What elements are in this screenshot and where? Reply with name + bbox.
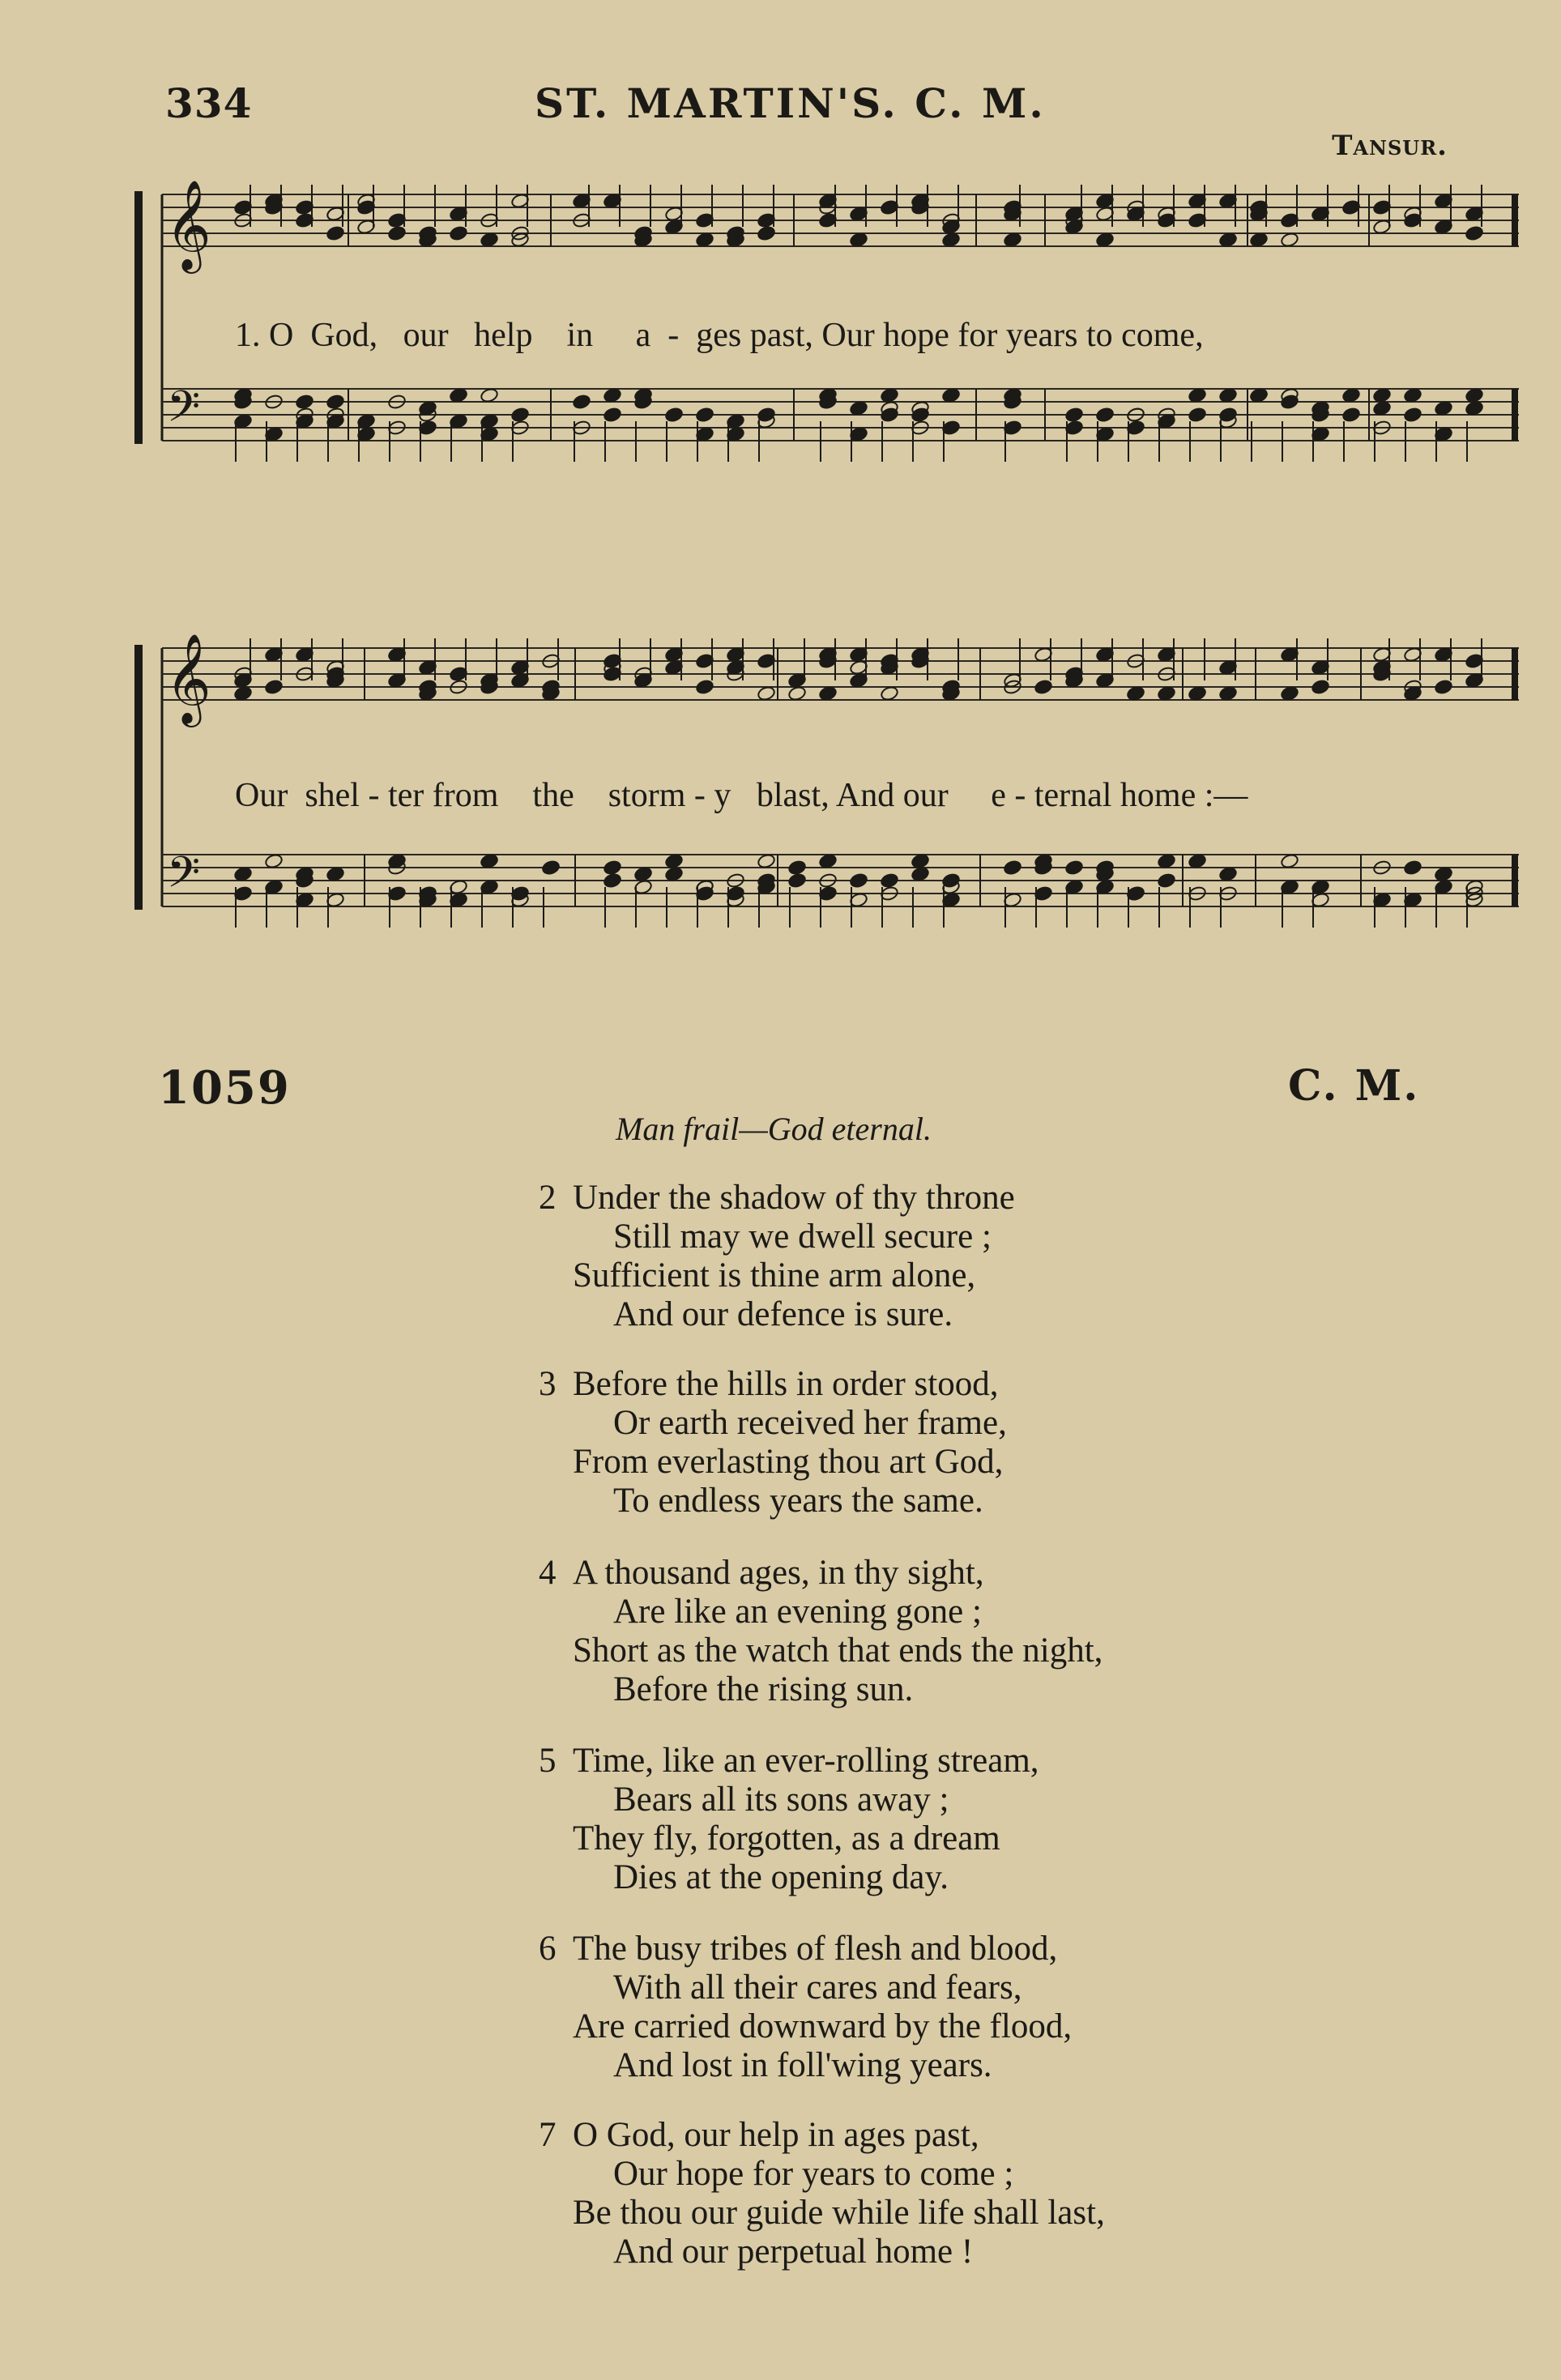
lyrics-line-1: 1. O God, our help in a - ges past, Our hope for years to come,: [235, 317, 1204, 354]
note-head: [264, 853, 284, 869]
system-brace: [134, 645, 143, 910]
end-bar: [1512, 855, 1518, 906]
note-head: [1249, 232, 1269, 248]
note-head: [1434, 866, 1453, 882]
note-head: [1095, 232, 1115, 248]
hymn-number: 1059: [158, 1061, 291, 1115]
note-head: [787, 859, 807, 876]
note-head: [818, 853, 838, 869]
note-head: [1403, 859, 1422, 876]
note-head: [264, 679, 284, 695]
note-head: [880, 685, 899, 702]
stanza-line: [539, 1968, 1072, 2007]
stanza-number: 7: [539, 2116, 557, 2154]
lyrics-line-2: Our shel - ter from the storm - y blast, And our e - ternal home :—: [235, 777, 1248, 814]
note-head: [233, 685, 253, 702]
stanza-line: [539, 1443, 1007, 1482]
stanza-line: [539, 1858, 1039, 1897]
hymn-subtitle: Man frail—God eternal.: [616, 1111, 932, 1147]
stanza-line-text: O God, our help in ages past,: [573, 2116, 979, 2154]
note-head: [603, 387, 622, 403]
note-head: [1003, 232, 1022, 248]
note-head: [326, 225, 345, 241]
stanza-number: 6: [539, 1930, 557, 1968]
stanza-3: [539, 1365, 1007, 1521]
stanza-line: [539, 1819, 1039, 1858]
treble-clef-icon: 𝄞: [165, 633, 211, 723]
note-head: [787, 685, 807, 702]
note-head: [664, 853, 684, 869]
note-head: [849, 400, 868, 416]
note-head: [1403, 387, 1422, 403]
note-head: [757, 685, 776, 702]
note-head: [1218, 387, 1238, 403]
stanza-line-text: The busy tribes of flesh and blood,: [573, 1930, 1058, 1968]
note-head: [1372, 400, 1392, 416]
note-head: [603, 872, 622, 889]
stanza-line: [539, 2007, 1072, 2046]
note-head: [1434, 400, 1453, 416]
note-head: [818, 685, 838, 702]
note-head: [695, 407, 714, 423]
tune-title: ST. MARTIN'S. C. M.: [535, 79, 1046, 127]
stanza-line-text: Time, like an ever-rolling stream,: [573, 1742, 1039, 1780]
note-head: [911, 853, 930, 869]
stanza-line-text: They fly, forgotten, as a dream: [573, 1819, 1000, 1858]
note-head: [787, 872, 807, 889]
stanza-line: [539, 1781, 1039, 1819]
note-head: [1465, 225, 1484, 241]
stanza-line: [539, 1179, 1015, 1218]
note-head: [1280, 853, 1299, 869]
stanza-line: [539, 1295, 1015, 1334]
stanza-line: [539, 1631, 1103, 1670]
note-head: [1372, 387, 1392, 403]
stanza-line: [539, 1404, 1007, 1443]
note-head: [695, 232, 714, 248]
stanza-4: [539, 1554, 1103, 1709]
end-bar: [1512, 648, 1518, 700]
bass-clef-icon: 𝄢: [167, 848, 201, 908]
stanza-line-text: Still may we dwell secure ;: [613, 1218, 992, 1256]
note-head: [1311, 679, 1330, 695]
composer-name: Tansur.: [1332, 130, 1448, 162]
note-head: [880, 387, 899, 403]
note-head: [1003, 859, 1022, 876]
note-head: [1188, 853, 1207, 869]
note-head: [880, 872, 899, 889]
note-head: [757, 853, 776, 869]
stanza-number: 3: [539, 1365, 557, 1403]
stanza-line-text: And lost in foll'wing years.: [613, 2046, 992, 2084]
note-head: [295, 394, 314, 410]
end-bar: [1512, 389, 1518, 441]
note-head: [1249, 387, 1269, 403]
note-head: [449, 225, 468, 241]
note-head: [1157, 685, 1176, 702]
note-head: [664, 407, 684, 423]
page-header: [0, 79, 1561, 136]
stanza-6: [539, 1930, 1072, 2085]
note-head: [1341, 387, 1361, 403]
note-head: [849, 232, 868, 248]
stanza-2: [539, 1179, 1015, 1334]
stanza-line-text: Are carried downward by the flood,: [573, 2007, 1073, 2045]
stanza-line-text: Short as the watch that ends the night,: [573, 1631, 1103, 1670]
stanza-line-text: To endless years the same.: [613, 1482, 983, 1520]
note-head: [1280, 685, 1299, 702]
stanza-line-text: From everlasting thou art God,: [573, 1443, 1004, 1481]
note-head: [664, 866, 684, 882]
stanza-5: [539, 1742, 1039, 1897]
stanza-line: [539, 1218, 1015, 1256]
stanza-line: [539, 1365, 1007, 1404]
note-head: [849, 872, 868, 889]
note-head: [1341, 407, 1361, 423]
stanza-line-text: Bears all its sons away ;: [613, 1781, 949, 1819]
note-head: [326, 866, 345, 882]
note-head: [603, 407, 622, 423]
treble-clef-icon: 𝄞: [165, 179, 211, 270]
note-head: [633, 866, 653, 882]
note-head: [1034, 679, 1053, 695]
stanza-number: 2: [539, 1179, 557, 1217]
note-head: [387, 225, 407, 241]
note-head: [572, 394, 591, 410]
stanza-line: [539, 2116, 1105, 2155]
note-head: [510, 407, 530, 423]
note-head: [1188, 387, 1207, 403]
note-head: [1403, 407, 1422, 423]
note-head: [1465, 387, 1484, 403]
note-head: [1218, 866, 1238, 882]
stanza-line-text: A thousand ages, in thy sight,: [573, 1554, 984, 1592]
stanza-line-text: Before the rising sun.: [613, 1670, 914, 1708]
note-head: [1218, 232, 1238, 248]
stanza-line-text: And our perpetual home !: [613, 2233, 974, 2271]
stanza-number: 5: [539, 1742, 557, 1780]
note-head: [603, 859, 622, 876]
stanza-line-text: Before the hills in order stood,: [573, 1365, 999, 1403]
music-system-1: [130, 170, 1523, 518]
note-head: [1280, 232, 1299, 248]
note-head: [326, 394, 345, 410]
note-head: [911, 866, 930, 882]
stanza-number: 4: [539, 1554, 557, 1592]
note-head: [233, 866, 253, 882]
stanza-line: [539, 1554, 1103, 1593]
note-head: [695, 679, 714, 695]
stanza-line-text: Are like an evening gone ;: [613, 1593, 982, 1631]
note-head: [941, 387, 961, 403]
note-head: [1064, 407, 1084, 423]
stanza-7: [539, 2116, 1105, 2271]
page-number: 334: [165, 79, 253, 127]
stanza-line: [539, 1930, 1072, 1968]
note-head: [1218, 685, 1238, 702]
note-head: [1188, 685, 1207, 702]
note-head: [449, 387, 468, 403]
hymn-meter: C. M.: [1288, 1061, 1420, 1111]
end-bar: [1512, 194, 1518, 246]
stanza-line: [539, 1742, 1039, 1781]
stanza-line: [539, 2233, 1105, 2271]
stanza-line-text: Sufficient is thine arm alone,: [573, 1256, 976, 1294]
music-system-2: [130, 624, 1523, 980]
stanza-line-text: Under the shadow of thy throne: [573, 1179, 1015, 1217]
bass-clef-icon: 𝄢: [167, 382, 201, 442]
stanza-line: [539, 1482, 1007, 1521]
note-head: [1064, 859, 1084, 876]
stanza-line-text: Dies at the opening day.: [613, 1858, 949, 1896]
stanza-line-text: Or earth received her frame,: [613, 1404, 1007, 1442]
stanza-line-text: With all their cares and fears,: [613, 1968, 1022, 2007]
stanza-line: [539, 2155, 1105, 2194]
stanza-line-text: And our defence is sure.: [613, 1295, 953, 1333]
note-head: [1188, 407, 1207, 423]
stanza-line: [539, 1593, 1103, 1631]
system-brace: [134, 191, 143, 444]
note-head: [1157, 872, 1176, 889]
note-head: [480, 232, 499, 248]
stanza-line-text: Our hope for years to come ;: [613, 2155, 1014, 2193]
stanza-line: [539, 1670, 1103, 1709]
stanza-line-text: Be thou our guide while life shall last,: [573, 2194, 1105, 2232]
note-head: [941, 232, 961, 248]
stanza-line: [539, 1256, 1015, 1295]
note-head: [480, 387, 499, 403]
note-head: [1157, 853, 1176, 869]
note-head: [1434, 679, 1453, 695]
stanza-line: [539, 2194, 1105, 2233]
stanza-line: [539, 2046, 1072, 2085]
